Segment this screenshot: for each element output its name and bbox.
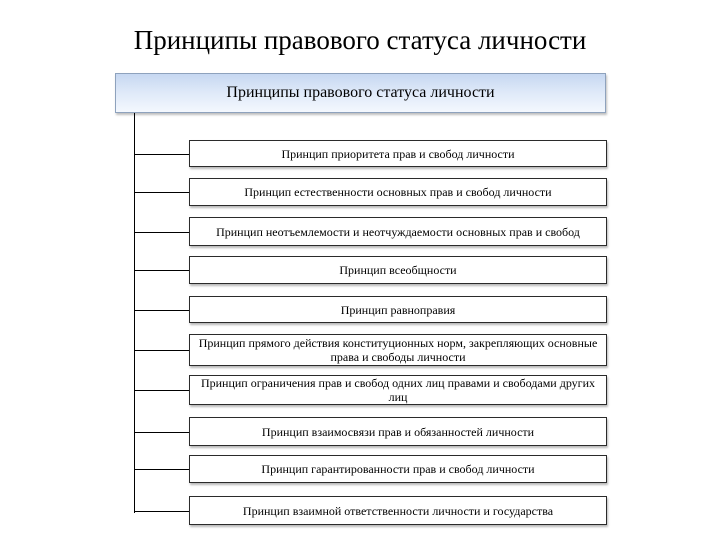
principle-label: Принцип приоритета прав и свобод личности [281,146,515,161]
diagram-header-box [115,73,606,113]
slide-title: Принципы правового статуса личности [133,25,587,55]
principle-box-inalienability [189,217,607,246]
principle-label: Принцип естественности основных прав и свобод личности [244,185,552,199]
connector-line [134,432,189,433]
principle-box-priority [189,140,607,167]
principle-label: Принцип неотъемлемости и неотчуждаемости основных прав и свобод [216,224,580,239]
principle-label: Принцип прямого действия конституционных норм, закрепляющих основные права и свободы личности [198,336,598,364]
connector-line [134,192,189,193]
connector-line [134,154,189,155]
principle-label: Принцип ограничения прав и свобод одних лиц правами и свободами других лиц [200,376,596,404]
principle-box-mutual-responsibility [189,496,607,525]
principle-box-universality [189,256,607,284]
principle-box-interconnection [189,417,607,446]
connector-line [134,511,189,512]
connector-line [134,390,189,391]
connector-line [134,350,189,351]
principle-label: Принцип взаимной ответственности личности и государства [242,503,554,518]
connector-line [134,310,189,311]
principle-box-limitation [189,375,607,405]
principle-box-direct-action [189,334,607,366]
connector-line [134,232,189,233]
trunk-line [134,113,135,513]
principle-label: Принцип равноправия [340,302,456,317]
principle-box-naturalness [189,178,607,206]
principle-box-equality [189,296,607,323]
connector-line [134,469,189,470]
principle-label: Принцип всеобщности [339,263,457,277]
principle-box-guarantee [189,455,607,483]
principle-label: Принцип гарантированности прав и свобод личности [261,462,535,476]
connector-line [134,270,189,271]
diagram-header-label: Принципы правового статуса личности [226,84,495,101]
principle-label: Принцип взаимосвязи прав и обязанностей личности [261,424,535,439]
